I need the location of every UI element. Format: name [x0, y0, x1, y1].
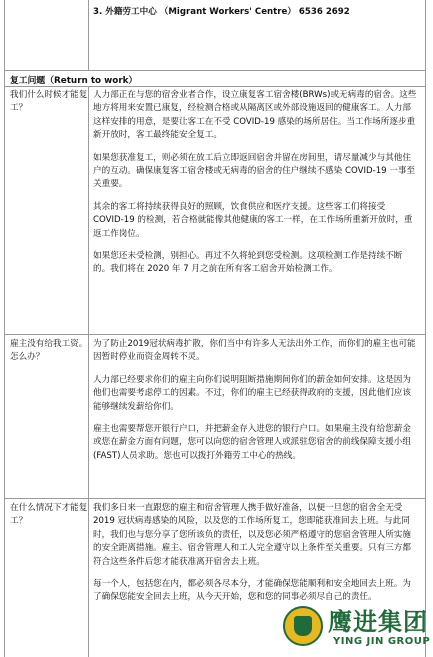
table-column-divider — [88, 86, 89, 657]
answer-paragraph: 人力部已经要求你们的雇主向你们说明阻断措施期间你们的薪金如何安排。这是因为他们也需要考虑停工的因素。不过，你们的雇主已经获得政府的支援，因此他们应该能够继续发薪给你们。 — [93, 374, 411, 412]
table-row-divider — [4, 70, 426, 71]
answer-paragraph: 每一个人，包括您在内，都必须各尽本分，才能确保您能顺利和安全地回去上班。为了确保您能安全回去上班，从今天开始，您和您的同事必须尽自己的责任。 — [93, 579, 411, 603]
answer-paragraph: 雇主也需要帮您开银行户口，并把薪金存入进您的银行户口。如果雇主没有给您薪金或您在薪金方面有问题，您可以向您的宿舍管理人或派驻您宿舍的前线保障支援小组(FAST)人员求助。您也可以拨打外籍劳工中心的热线。 — [93, 424, 411, 461]
company-name-en: YING JIN GROUP — [333, 636, 431, 647]
table-border-right — [425, 0, 426, 657]
table-row-divider — [4, 334, 426, 335]
contact-entry: 3. 外籍劳工中心 （Migrant Workers' Centre） 6536 2692 — [93, 7, 350, 17]
table-row-divider — [4, 498, 426, 499]
question-conditions-return: 在什么情况下才能复工？ — [10, 503, 88, 527]
question-no-salary: 雇主没有给我工资。怎么办？ — [10, 339, 88, 363]
table-row-divider — [4, 86, 426, 87]
section-title: 复工问题（Return to work） — [10, 76, 138, 86]
table-column-divider — [88, 0, 89, 70]
answer-when-return — [93, 89, 418, 286]
eagle-logo-icon — [283, 606, 323, 646]
table-border-left — [4, 0, 5, 657]
question-when-return: 我们什么时候才能复工？ — [10, 90, 88, 114]
answer-paragraph: 我们多日来一直跟您的雇主和宿舍管理人携手做好准备，以便一旦您的宿舍全无受 2019 冠状病毒感染的风险，以及您的工作场所复工，您即能获准回去上班。与此同时，我们也与您分享了您所该负的责任，以及您必须严格遵守的您宿舍管理人所实施的安全距离措施。雇主、宿舍管理人和工人完全遵守以上条件至关重要。只有三方都符合这些条件后您才能获准离开宿舍去上班。 — [93, 503, 411, 567]
answer-paragraph: 其余的客工将持续获得良好的照顾，饮食供应和医疗支援。这些客工们将接受 COVID-19 的检测，若合格就能像其他健康的客工一样，在工作场所重新开放时，重返工作岗位。 — [93, 201, 413, 239]
answer-paragraph: 如果您获准复工，则必须在放工后立即返回宿舍并留在房间里，请尽量减少与其他住户的互动。确保康复客工宿舍楼或无病毒的宿舍的住户继续不感染 COVID-19 一事至关重要。 — [93, 152, 416, 190]
answer-no-salary — [93, 338, 418, 472]
answer-paragraph: 人力部正在与您的宿舍业者合作，设立康复客工宿舍楼(BRWs)或无病毒的宿舍。这些地方将用来安置已康复，经检测合格或从隔离区或外部设施返回的健康客工。人力部这样安排的用意，是要让客工在不受 COVID-19 感染的场所居住。当工作场所逐步重新开放时，客工最终能安全复工。 — [93, 90, 417, 141]
company-watermark — [283, 598, 433, 657]
eagle-emblem — [294, 616, 312, 636]
answer-paragraph: 为了防止2019冠状病毒扩散，你们当中有许多人无法出外工作，而你们的雇主也可能因暂时停业而资金周转不灵。 — [93, 339, 416, 363]
answer-paragraph: 如果您还未受检测，别担心。再过不久将轮到您受检测。这项检测工作是持续不断的。我们将在 2020 年 7 月之前在所有客工宿舍开始检测工作。 — [93, 251, 403, 275]
company-name-cn: 鹰进集团 — [328, 607, 428, 636]
